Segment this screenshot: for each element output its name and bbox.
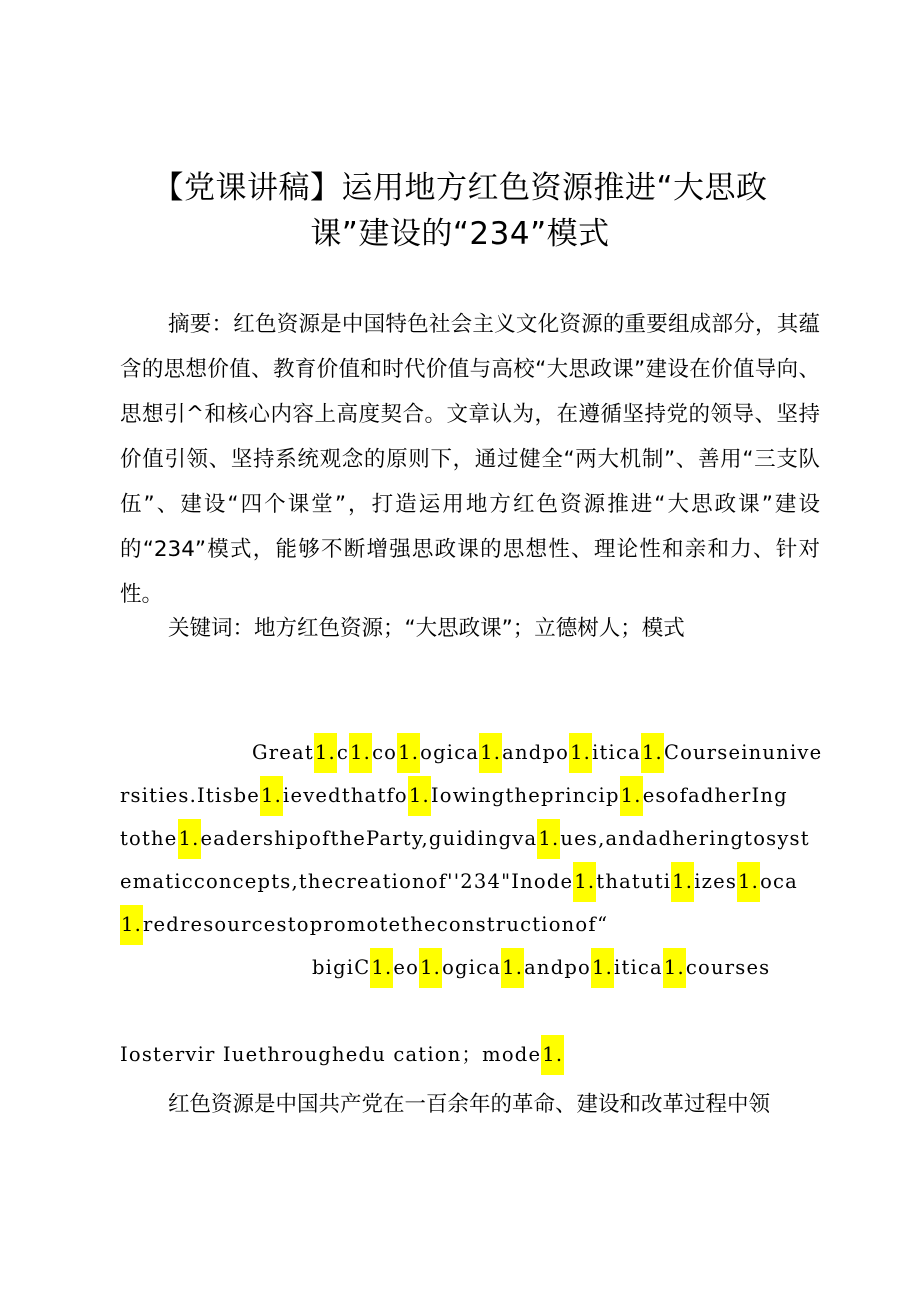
text-run: Iowingtheprincip [430,784,620,807]
text-run: ues,andadheringtosyst [560,827,810,850]
english-abstract-line [120,774,788,817]
text-run: andpo [524,956,591,979]
text-run: ievedthatfo [283,784,408,807]
text-run: bigiC [312,956,371,979]
text-run: Great [252,741,314,764]
highlighted-text: 1. [178,819,201,859]
text-run: itica [614,956,663,979]
highlighted-text: 1. [591,948,614,988]
highlighted-text: 1. [397,733,420,773]
highlighted-text: 1. [419,948,442,988]
text-run: ogica [442,956,502,979]
english-abstract-line [312,946,770,989]
english-abstract-line [120,860,798,903]
text-run: eo [393,956,420,979]
english-abstract-line [120,903,608,946]
highlighted-text: 1. [120,905,143,945]
text-run: oca [760,870,798,893]
text-run: eadershipoftheParty,guidingva [200,827,538,850]
title-line-1: 【党课讲稿】运用地方红色资源推进“大思政 [152,170,768,206]
highlighted-text: 1. [663,948,686,988]
highlighted-text: 1. [573,862,596,902]
text-run: courses [685,956,771,979]
highlighted-text: 1. [537,819,560,859]
text-run: redresourcestopromotetheconstructionof“ [143,913,609,936]
text-run: izes [694,870,738,893]
english-abstract-line [252,731,822,774]
text-run: c [336,741,350,764]
highlighted-text: 1. [408,776,431,816]
highlighted-text: 1. [479,733,502,773]
text-run: Iostervir Iuethroughedu cation；mode [120,1043,542,1066]
text-run: ogica [420,741,480,764]
text-run: ematicconcepts,thecreationof''234"Inode [120,870,574,893]
highlighted-text: 1. [314,733,337,773]
text-run: Courseinunive [663,741,823,764]
text-run: thatuti [596,870,672,893]
highlighted-text: 1. [671,862,694,902]
english-abstract-line [120,817,810,860]
text-run: andpo [502,741,570,764]
highlighted-text: 1. [260,776,283,816]
body-paragraph-start: 红色资源是中国共产党在一百余年的革命、建设和改革过程中领 [168,1092,771,1117]
text-run: itica [592,741,641,764]
text-run: co [372,741,398,764]
highlighted-text: 1. [349,733,372,773]
highlighted-text: 1. [569,733,592,773]
highlighted-text: 1. [620,776,643,816]
highlighted-text: 1. [370,948,393,988]
text-run: esofadherIng [642,784,788,807]
keywords-line: 关键词：地方红色资源；“大思政课”；立德树人；模式 [168,616,685,641]
highlighted-text: 1. [501,948,524,988]
highlighted-text: 1. [541,1035,564,1075]
highlighted-text: 1. [641,733,664,773]
english-abstract-line [120,1033,564,1076]
text-run: rsities.Itisbe [120,784,260,807]
highlighted-text: 1. [737,862,760,902]
text-run: tothe [120,827,178,850]
abstract-paragraph: 摘要：红色资源是中国特色社会主义文化资源的重要组成部分，其蕴含的思想价值、教育价值和时代价值与高校“大思政课”建设在价值导向、思想引^和核心内容上高度契合。文章认为，在遵循坚持党的领导、坚持价值引领、坚持系统观念的原则下，通过健全“两大机制”、善用“三支队伍”、建设“四个课堂”，打造运用地方红色资源推进“大思政课”建设的“234”模式，能够不断增强思政课的思想性、理论性和亲和力、针对性。 [120,312,820,607]
title-line-2: 课”建设的“234”模式 [310,216,610,252]
